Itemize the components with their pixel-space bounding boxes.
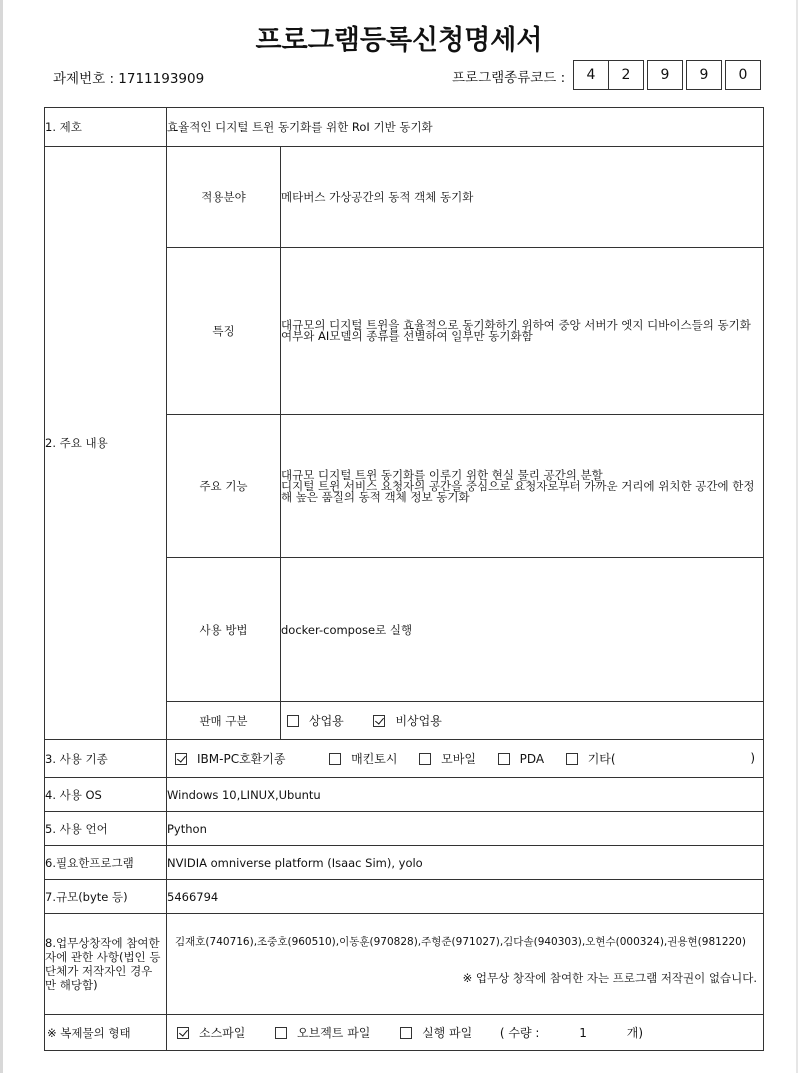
copy-option-object[interactable]: 오브젝트 파일 bbox=[275, 1024, 370, 1041]
row-authors bbox=[45, 914, 764, 1015]
quantity-value[interactable]: 1 bbox=[579, 1026, 587, 1040]
row-main-field bbox=[45, 147, 764, 248]
os-label: 4. 사용 OS bbox=[45, 778, 167, 812]
language-value[interactable]: Python bbox=[167, 812, 764, 846]
category-code-digit-3[interactable]: 9 bbox=[647, 60, 683, 90]
functions-value[interactable] bbox=[281, 415, 764, 558]
main-content-label: 2. 주요 내용 bbox=[45, 147, 167, 740]
quantity-unit: 개) bbox=[626, 1026, 644, 1040]
checkbox-checked-icon[interactable] bbox=[177, 1027, 189, 1039]
row-language bbox=[45, 812, 764, 846]
row-os bbox=[45, 778, 764, 812]
checkbox-unchecked-icon[interactable] bbox=[275, 1027, 287, 1039]
category-code-digit-5[interactable]: 0 bbox=[725, 60, 761, 90]
checkbox-checked-icon[interactable] bbox=[175, 753, 187, 765]
page-left-edge bbox=[0, 0, 3, 1073]
category-code-digit-1[interactable]: 4 bbox=[573, 60, 609, 90]
authors-value[interactable]: 김재호(740716),조중호(960510),이동훈(970828),주형준(971027),김다솔(940303),오현수(000324),권용현(981220) bbox=[175, 936, 746, 948]
category-code-label: 프로그램종류코드 : bbox=[452, 70, 566, 86]
features-value[interactable]: 대규모의 디지털 트윈을 효율적으로 동기화하기 위하여 중앙 서버가 엣지 디바이스들의 동기화 여부와 AI모델의 종류를 선별하여 일부만 동기화함 bbox=[281, 248, 764, 415]
required-label: 6.필요한프로그램 bbox=[45, 846, 167, 880]
title-row-label: 1. 제호 bbox=[45, 108, 167, 147]
field-value[interactable]: 메타버스 가상공간의 동적 객체 동기화 bbox=[281, 147, 764, 248]
category-code-digit-4[interactable]: 9 bbox=[686, 60, 722, 90]
row-copy-form bbox=[45, 1015, 764, 1051]
checkbox-unchecked-icon[interactable] bbox=[498, 753, 510, 765]
row-machine bbox=[45, 740, 764, 778]
size-value[interactable]: 5466794 bbox=[167, 880, 764, 914]
checkbox-unchecked-icon[interactable] bbox=[419, 753, 431, 765]
checkbox-unchecked-icon[interactable] bbox=[287, 715, 299, 727]
language-label: 5. 사용 언어 bbox=[45, 812, 167, 846]
authors-note: ※ 업무상 창작에 참여한 자는 프로그램 저작권이 없습니다. bbox=[462, 971, 758, 985]
machine-other-close: ) bbox=[750, 751, 756, 765]
quantity-label: ( 수량 : bbox=[499, 1026, 540, 1040]
usage-label: 사용 방법 bbox=[167, 558, 281, 702]
sales-options bbox=[281, 702, 764, 740]
authors-label: 8.업무상창작에 참여한자에 관한 사항(법인 등 단체가 저작자인 경우만 해당함) bbox=[45, 914, 167, 1015]
functions-line-1: 대규모 디지털 트윈 동기화를 이루기 위한 현실 물리 공간의 분할 bbox=[281, 467, 603, 482]
size-label: 7.규모(byte 등) bbox=[45, 880, 167, 914]
sales-label: 판매 구분 bbox=[167, 702, 281, 740]
task-number: 과제번호 : 1711193909 bbox=[53, 71, 205, 87]
machine-option-mac[interactable]: 매킨토시 bbox=[329, 750, 397, 767]
copy-option-executable[interactable]: 실행 파일 bbox=[400, 1024, 472, 1041]
document-title: 프로그램등록신청명세서 bbox=[255, 25, 543, 56]
authors-cell bbox=[167, 914, 764, 1015]
copy-form-label: ※ 복제물의 형태 bbox=[45, 1015, 167, 1051]
required-value[interactable]: NVIDIA omniverse platform (Isaac Sim), yolo bbox=[167, 846, 764, 880]
machine-options bbox=[167, 740, 764, 778]
row-size bbox=[45, 880, 764, 914]
title-row-value[interactable]: 효율적인 디지털 트윈 동기화를 위한 RoI 기반 동기화 bbox=[167, 108, 764, 147]
sales-option-noncommercial[interactable]: 비상업용 bbox=[373, 712, 441, 729]
checkbox-unchecked-icon[interactable] bbox=[566, 753, 578, 765]
row-title bbox=[45, 108, 764, 147]
sales-option-commercial[interactable]: 상업용 bbox=[287, 712, 344, 729]
copy-form-options bbox=[167, 1015, 764, 1051]
os-value[interactable]: Windows 10,LINUX,Ubuntu bbox=[167, 778, 764, 812]
features-label: 특징 bbox=[167, 248, 281, 415]
field-label: 적용분야 bbox=[167, 147, 281, 248]
machine-option-other[interactable]: 기타( bbox=[566, 750, 616, 767]
functions-label: 주요 기능 bbox=[167, 415, 281, 558]
copy-option-source[interactable]: 소스파일 bbox=[177, 1024, 245, 1041]
machine-option-pda[interactable]: PDA bbox=[498, 752, 544, 766]
category-code-digit-2[interactable]: 2 bbox=[608, 60, 644, 90]
machine-option-mobile[interactable]: 모바일 bbox=[419, 750, 476, 767]
registration-form-table bbox=[44, 107, 764, 1051]
machine-label: 3. 사용 기종 bbox=[45, 740, 167, 778]
functions-line-2: 디지털 트윈 서비스 요청자의 공간을 중심으로 요청자로부터 가까운 거리에 위치한 공간에 한정해 높은 품질의 동적 객체 정보 동기화 bbox=[281, 478, 755, 504]
checkbox-unchecked-icon[interactable] bbox=[329, 753, 341, 765]
machine-option-ibm[interactable]: IBM-PC호환기종 bbox=[175, 750, 285, 767]
checkbox-unchecked-icon[interactable] bbox=[400, 1027, 412, 1039]
usage-value[interactable]: docker-compose로 실행 bbox=[281, 558, 764, 702]
row-required bbox=[45, 846, 764, 880]
checkbox-checked-icon[interactable] bbox=[373, 715, 385, 727]
